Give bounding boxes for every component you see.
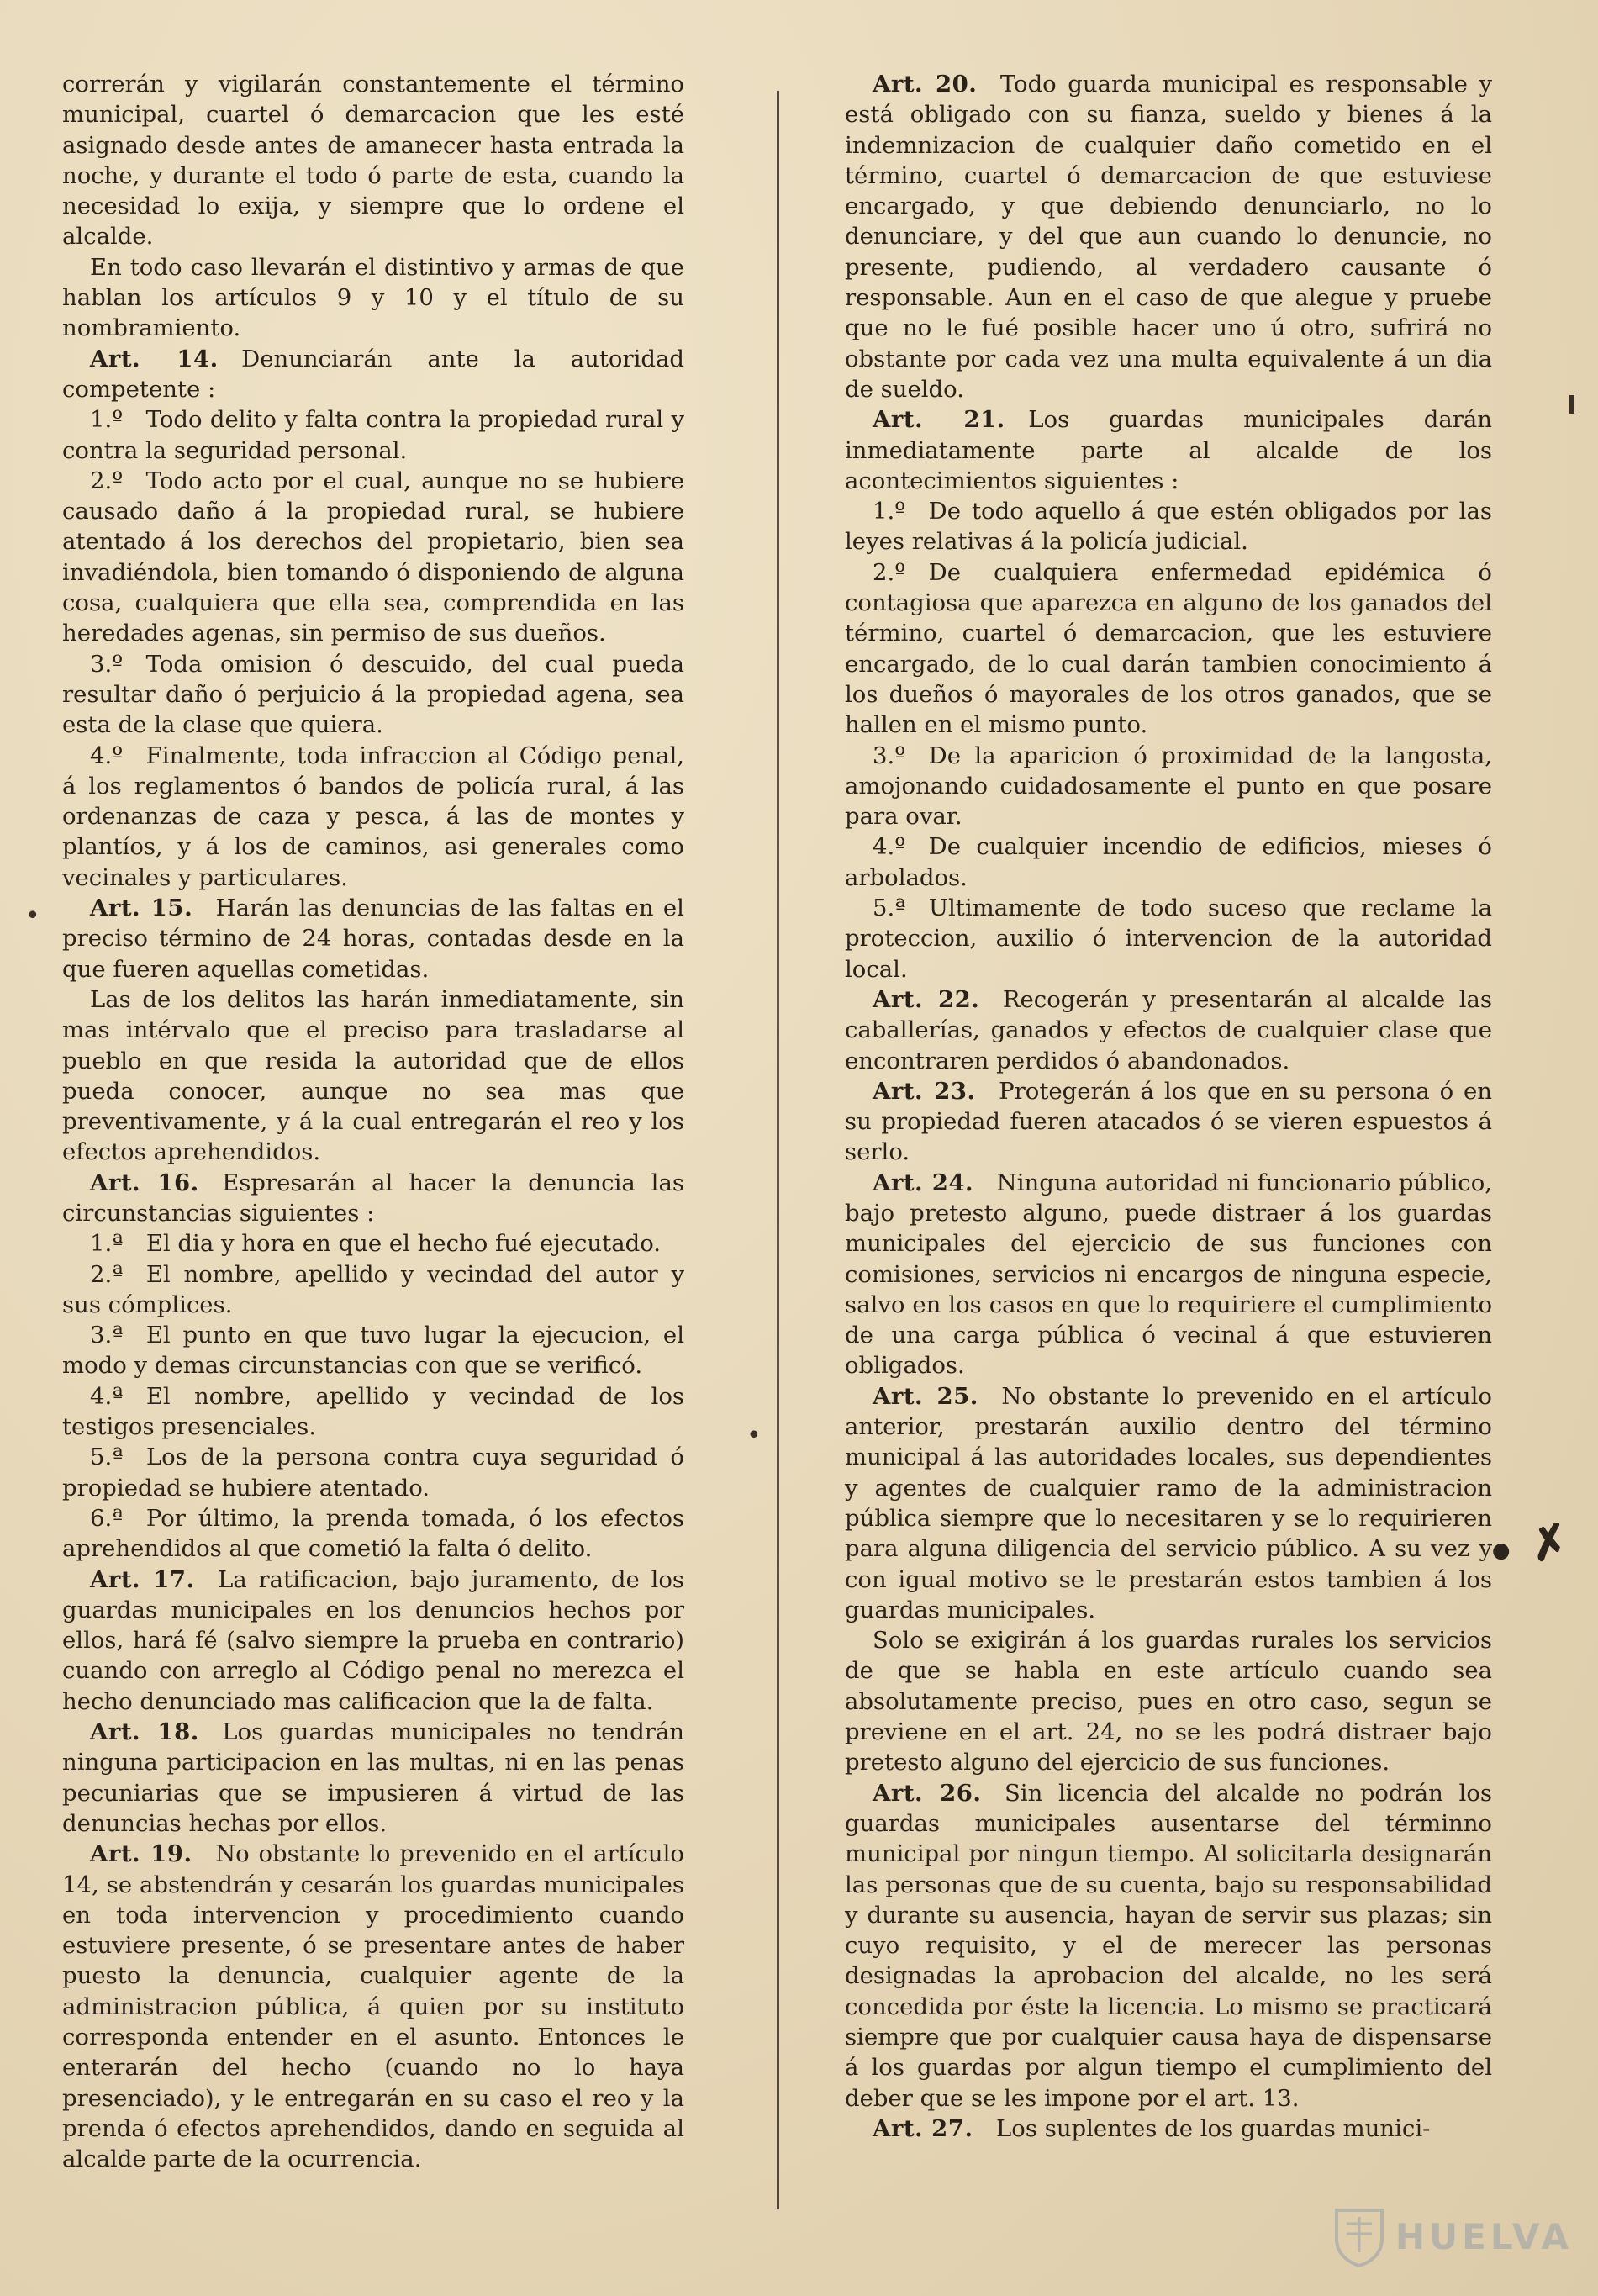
list-item (62, 649, 684, 741)
article-paragraph (62, 1565, 684, 1717)
article-paragraph (845, 404, 1492, 496)
article-number: Art. 25. (873, 1382, 978, 1410)
paragraph-text: Solo se exigirán á los guardas rurales los servicios de que se habla en este artículo cuando sea absolutamente preciso, pues en otro caso, segun se previene en el art. 24, no se les podrá distraer bajo pretesto alguno del ejercicio de sus funciones. (845, 1627, 1492, 1776)
article-number: Art. 27. (873, 2114, 973, 2142)
list-item (62, 1442, 684, 1503)
paragraph-text: El nombre, apellido y vecindad de los testigos presenciales. (62, 1382, 684, 1441)
item-number: 6.ª (90, 1504, 124, 1532)
margin-mark: • (746, 1421, 762, 1450)
paragraph-text: De la aparicion ó proximidad de la langosta, amojonando cuidadosamente el punto en que posare para ovar. (845, 742, 1492, 831)
item-number: 1.º (90, 406, 124, 434)
article-number: Art. 22. (873, 985, 980, 1013)
article-number: Art. 18. (90, 1718, 199, 1746)
article-number: Art. 20. (873, 71, 978, 98)
paragraph-text: El nombre, apellido y vecindad del autor y sus cómplices. (62, 1260, 684, 1318)
paragraph-text: Ultimamente de todo suceso que reclame la proteccion, auxilio ó intervencion de la autoridad local. (845, 895, 1492, 983)
list-item (845, 496, 1492, 557)
article-paragraph (845, 1168, 1492, 1381)
article-number: Art. 14. (90, 345, 219, 372)
list-item (62, 466, 684, 649)
watermark-label: HUELVA (1395, 2215, 1573, 2257)
paragraph-text: Harán las denuncias de las faltas en el preciso término de 24 horas, contadas desde en la que fueren aquellas cometidas. (62, 895, 684, 983)
item-number: 4.º (873, 833, 906, 861)
item-number: 4.º (90, 742, 124, 769)
article-number: Art. 15. (90, 895, 193, 922)
article-number: Art. 17. (90, 1565, 195, 1593)
paragraph-text: Espresarán al hacer la denuncia las circunstancias siguientes : (62, 1169, 684, 1227)
paragraph-text: Sin licencia del alcalde no podrán los guardas municipales ausentarse del términno municipal por ningun tiempo. Al solicitarla designarán las personas que de su cuenta, bajo su responsabilidad y durante su ausencia, hayan de servir sus plazas; sin cuyo requisito, y el de merecer las personas designadas la aprobacion del alcalde, no les será concedida por éste la licencia. Lo mismo se practicará siempre que por cualquier causa haya de dispensarse á los guardas por algun tiempo el cumplimiento del deber que se les impone por el art. 13. (845, 1779, 1492, 2112)
article-paragraph (62, 344, 684, 405)
article-paragraph (62, 1839, 684, 2174)
paragraph-text: Las de los delitos las harán inmediatamente, sin mas intérvalo que el preciso para trasladarse al pueblo en que resida la autoridad que de ellos pueda conocer, aunque no sea mas que preventivamente, y á la cual entregarán el reo y los efectos aprehendidos. (62, 985, 684, 1166)
paragraph-text: Los de la persona contra cuya seguridad ó propiedad se hubiere atentado. (62, 1444, 684, 1502)
left-column (62, 69, 684, 2174)
paragraph-text: Todo guarda municipal es responsable y está obligado con su fianza, sueldo y bienes á la indemnizacion de cualquier daño cometido en el término, cuartel ó demarcacion de que estuviese encargado, y que debiendo denunciarlo, no lo denunciare, y del que aun cuando lo denuncie, no presente, pudiendo, al verdadero causante ó responsable. Aun en el caso de que alegue y pruebe que no le fué posible hacer uno ú otro, sufrirá no obstante por cada vez una multa equivalente á un dia de sueldo. (845, 71, 1492, 403)
paragraph-text: Finalmente, toda infraccion al Código penal, á los reglamentos ó bandos de policía rural, á las ordenanzas de caza y pesca, á las de montes y plantíos, y á los de caminos, asi generales como vecinales y particulares. (62, 742, 684, 891)
article-paragraph (845, 1778, 1492, 2114)
paragraph (62, 984, 684, 1168)
paragraph-text: Los guardas municipales darán inmediatamente parte al alcalde de los acontecimientos siguientes : (845, 406, 1492, 494)
paragraph-text: Protegerán á los que en su persona ó en su propiedad fueren atacados ó se vieren espuestos á serlo. (845, 1077, 1492, 1166)
article-number: Art. 19. (90, 1840, 192, 1868)
item-number: 4.ª (90, 1382, 124, 1410)
list-item (845, 741, 1492, 832)
paragraph-text: De cualquiera enfermedad epidémica ó contagiosa que aparezca en alguno de los ganados del término, cuartel ó demarcacion, que les estuviere encargado, de lo cual darán tambien conocimiento á los dueños ó mayorales de los otros ganados, que se hallen en el mismo punto. (845, 558, 1492, 739)
paragraph-text: En todo caso llevarán el distintivo y armas de que hablan los artículos 9 y 10 y el título de su nombramiento. (62, 253, 684, 342)
item-number: 3.ª (90, 1322, 124, 1349)
list-item (62, 404, 684, 466)
paragraph-text: Por último, la prenda tomada, ó los efectos aprehendidos al que cometió la falta ó delito. (62, 1504, 684, 1563)
item-number: 3.º (873, 742, 906, 769)
item-number: 5.ª (873, 895, 906, 922)
article-paragraph (62, 893, 684, 984)
right-column (845, 69, 1492, 2144)
paragraph-text: No obstante lo prevenido en el artículo anterior, prestarán auxilio dentro del término municipal á las autoridades locales, sus dependientes y agentes de cualquier ramo de la administracion pública siempre que lo necesitaren y se lo requirieren para alguna diligencia del servicio público. A su vez y con igual motivo se le prestarán estos tambien á los guardas municipales. (845, 1382, 1492, 1623)
article-number: Art. 21. (873, 406, 1005, 434)
archive-watermark (1333, 2205, 1573, 2267)
article-paragraph (845, 2114, 1492, 2144)
paragraph (845, 1625, 1492, 1777)
list-item (62, 1381, 684, 1443)
article-number: Art. 26. (873, 1779, 982, 1807)
paragraph-text: El punto en que tuvo lugar la ejecucion, el modo y demas circunstancias con que se verificó. (62, 1322, 684, 1380)
item-number: 2.º (90, 467, 124, 494)
article-paragraph (62, 1717, 684, 1839)
paragraph-text: La ratificacion, bajo juramento, de los guardas municipales en los denuncios hechos por ellos, hará fé (salvo siempre la prueba en contrario) cuando con arreglo al Código penal no merezca el hecho denunciado mas calificacion que la de falta. (62, 1565, 684, 1715)
item-number: 1.º (873, 498, 906, 525)
paragraph-text: correrán y vigilarán constantemente el término municipal, cuartel ó demarcacion que les esté asignado desde antes de amanecer hasta entrada la noche, y durante el todo ó parte de esta, cuando la necesidad lo exija, y siempre que lo ordene el alcalde. (62, 71, 684, 251)
list-item (62, 1228, 684, 1259)
article-paragraph (845, 69, 1492, 404)
list-item (845, 831, 1492, 893)
item-number: 1.ª (90, 1230, 124, 1258)
paragraph-text: Ninguna autoridad ni funcionario público, bajo pretesto alguno, puede distraer á los guardas municipales del ejercicio de sus funciones con comisiones, servicios ni encargos de ninguna especie, salvo en los casos en que lo requiriere el cumplimiento de una carga pública ó vecinal á que estuvieren obligados. (845, 1169, 1492, 1380)
paragraph-text: De cualquier incendio de edificios, mieses ó arbolados. (845, 833, 1492, 891)
paragraph-text: Toda omision ó descuido, del cual pueda resultar daño ó perjuicio á la propiedad agena, sea esta de la clase que quiera. (62, 650, 684, 739)
list-item (62, 1503, 684, 1565)
paragraph-text: Los suplentes de los guardas munici- (996, 2114, 1431, 2142)
margin-mark: • (25, 901, 40, 931)
paragraph-text: El dia y hora en que el hecho fué ejecutado. (145, 1230, 662, 1258)
list-item (845, 893, 1492, 984)
list-item (62, 1259, 684, 1321)
list-item (845, 557, 1492, 741)
article-paragraph (845, 984, 1492, 1076)
item-number: 2.ª (90, 1260, 124, 1288)
paragraph-text: Todo acto por el cual, aunque no se hubiere causado daño á la propiedad rural, se hubiere atentado á los derechos del propietario, bien sea invadiéndola, bien tomando ó disponiendo de alguna cosa, cualquiera que ella sea, comprendida en las heredades agenas, sin permiso de sus dueños. (62, 467, 684, 647)
paragraph-text: Todo delito y falta contra la propiedad rural y contra la seguridad personal. (62, 406, 684, 464)
paragraph-text: Los guardas municipales no tendrán ninguna participacion en las multas, ni en las penas pecuniarias que se impusieren á virtud de las denuncias hechas por ellos. (62, 1718, 684, 1837)
margin-tick (1569, 395, 1574, 414)
article-paragraph (62, 1168, 684, 1229)
article-paragraph (845, 1381, 1492, 1625)
list-item (62, 1320, 684, 1381)
article-number: Art. 24. (873, 1169, 974, 1196)
paragraph-continuation (62, 69, 684, 252)
item-number: 3.º (90, 650, 124, 678)
paragraph-text: No obstante lo prevenido en el artículo 14, se abstendrán y cesarán los guardas municipales en toda intervencion y procedimiento cuando estuviere presente, ó se presentare antes de haber puesto la denuncia, cualquier agente de la administracion pública, á quien por su instituto corresponda entender en el asunto. Entonces le enterarán del hecho (cuando no lo haya presenciado), y le entregarán en su caso el reo y la prenda ó efectos aprehendidos, dando en seguida al alcalde parte de la ocurrencia. (62, 1840, 684, 2173)
paragraph-text: De todo aquello á que estén obligados por las leyes relativas á la policía judicial. (845, 498, 1492, 556)
coat-of-arms-icon (1333, 2205, 1385, 2267)
article-number: Art. 23. (873, 1077, 976, 1105)
article-paragraph (845, 1076, 1492, 1168)
item-number: 5.ª (90, 1444, 124, 1471)
paragraph (62, 252, 684, 344)
item-number: 2.º (873, 558, 906, 586)
column-divider (777, 91, 779, 2209)
article-number: Art. 16. (90, 1169, 199, 1196)
paragraph-text: Recogerán y presentarán al alcalde las caballerías, ganados y efectos de cualquier clase que encontraren perdidos ó abandonados. (845, 985, 1492, 1074)
paragraph-text: Denunciarán ante la autoridad competente : (62, 345, 684, 403)
list-item (62, 741, 684, 893)
ink-blot-icon: • ✗ (1481, 1512, 1574, 1582)
